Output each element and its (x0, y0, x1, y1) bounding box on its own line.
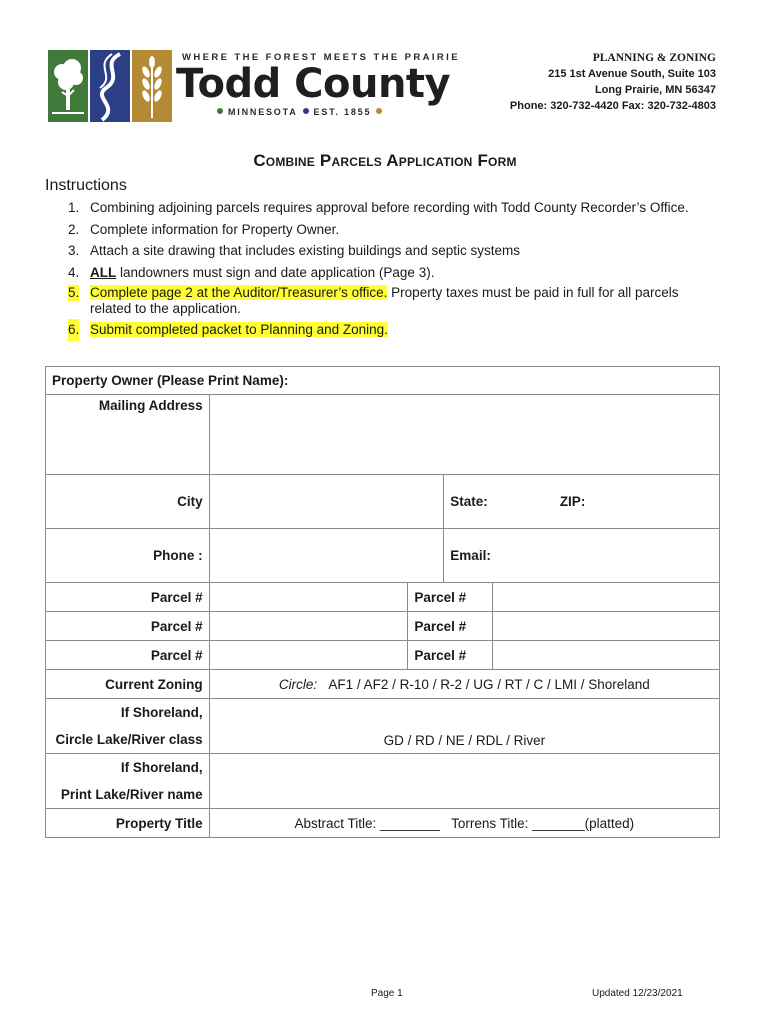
mailing-address-input[interactable] (209, 395, 719, 475)
instruction-item: 1. Combining adjoining parcels requires approval before recording with Todd County Recorder’s Office. (68, 200, 689, 215)
instructions-heading: Instructions (45, 177, 127, 194)
office-department: PLANNING & ZONING (592, 52, 716, 64)
city-label: City (46, 475, 210, 529)
parcel-label: Parcel # (46, 583, 210, 612)
parcel-input[interactable] (209, 583, 408, 612)
form-title: Combine Parcels Application Form (253, 151, 517, 170)
zoning-options[interactable]: Circle: AF1 / AF2 / R-10 / R-2 / UG / RT / C / LMI / Shoreland (209, 670, 719, 699)
logo-subline: MINNESOTA EST. 1855 (212, 107, 387, 117)
page-number: Page 1 (371, 988, 403, 999)
parcel-input[interactable] (209, 641, 408, 670)
office-city: Long Prairie, MN 56347 (594, 84, 716, 96)
owner-name-field[interactable]: Property Owner (Please Print Name): (46, 367, 720, 395)
instruction-item: 2. Complete information for Property Owner. (68, 221, 340, 237)
parcel-label: Parcel # (46, 641, 210, 670)
email-input[interactable]: Email: (444, 529, 720, 583)
city-input[interactable] (209, 475, 444, 529)
office-street: 215 1st Avenue South, Suite 103 (548, 68, 716, 80)
state-zip-input[interactable]: State: ZIP: (444, 475, 720, 529)
parcel-label: Parcel # (408, 612, 493, 641)
logo-tagline: WHERE THE FOREST MEETS THE PRAIRIE (182, 52, 460, 63)
phone-label: Phone : (46, 529, 210, 583)
updated-date: Updated 12/23/2021 (592, 988, 683, 999)
parcel-label: Parcel # (408, 641, 493, 670)
shoreland-name-label: If Shoreland, Print Lake/River name (46, 754, 210, 809)
instructions-list (68, 197, 718, 341)
parcel-input[interactable] (493, 641, 720, 670)
river-icon (90, 50, 130, 122)
parcel-input[interactable] (493, 612, 720, 641)
phone-input[interactable] (209, 529, 444, 583)
shoreland-name-input[interactable] (209, 754, 719, 809)
instruction-item: 6. Submit completed packet to Planning and Zoning. (68, 319, 718, 341)
property-title-label: Property Title (46, 809, 210, 838)
wheat-icon (132, 50, 172, 122)
shoreland-class-label: If Shoreland, Circle Lake/River class (46, 699, 210, 754)
office-address-block (510, 50, 716, 114)
instruction-item: 4. ALL landowners must sign and date application (Page 3). (68, 264, 435, 280)
instruction-item: 3. Attach a site drawing that includes existing buildings and septic systems (68, 243, 520, 258)
shoreland-class-options[interactable]: GD / RD / NE / RDL / River (209, 699, 719, 754)
office-phone: Phone: 320-732-4420 Fax: 320-732-4803 (509, 100, 716, 112)
parcel-label: Parcel # (408, 583, 493, 612)
tree-icon (48, 50, 88, 122)
mailing-address-label: Mailing Address (46, 395, 210, 475)
logo-name: Todd County (176, 61, 451, 107)
parcel-input[interactable] (493, 583, 720, 612)
parcel-label: Parcel # (46, 612, 210, 641)
property-title-options[interactable]: Abstract Title: ________ Torrens Title: _______(platted) (209, 809, 719, 838)
county-logo (48, 48, 460, 124)
instruction-item: 5. Complete page 2 at the Auditor/Treasurer’s office. Property taxes must be paid in full for all parcels related to the application. (68, 285, 679, 316)
parcel-input[interactable] (209, 612, 408, 641)
property-owner-table (45, 366, 720, 838)
current-zoning-label: Current Zoning (46, 670, 210, 699)
